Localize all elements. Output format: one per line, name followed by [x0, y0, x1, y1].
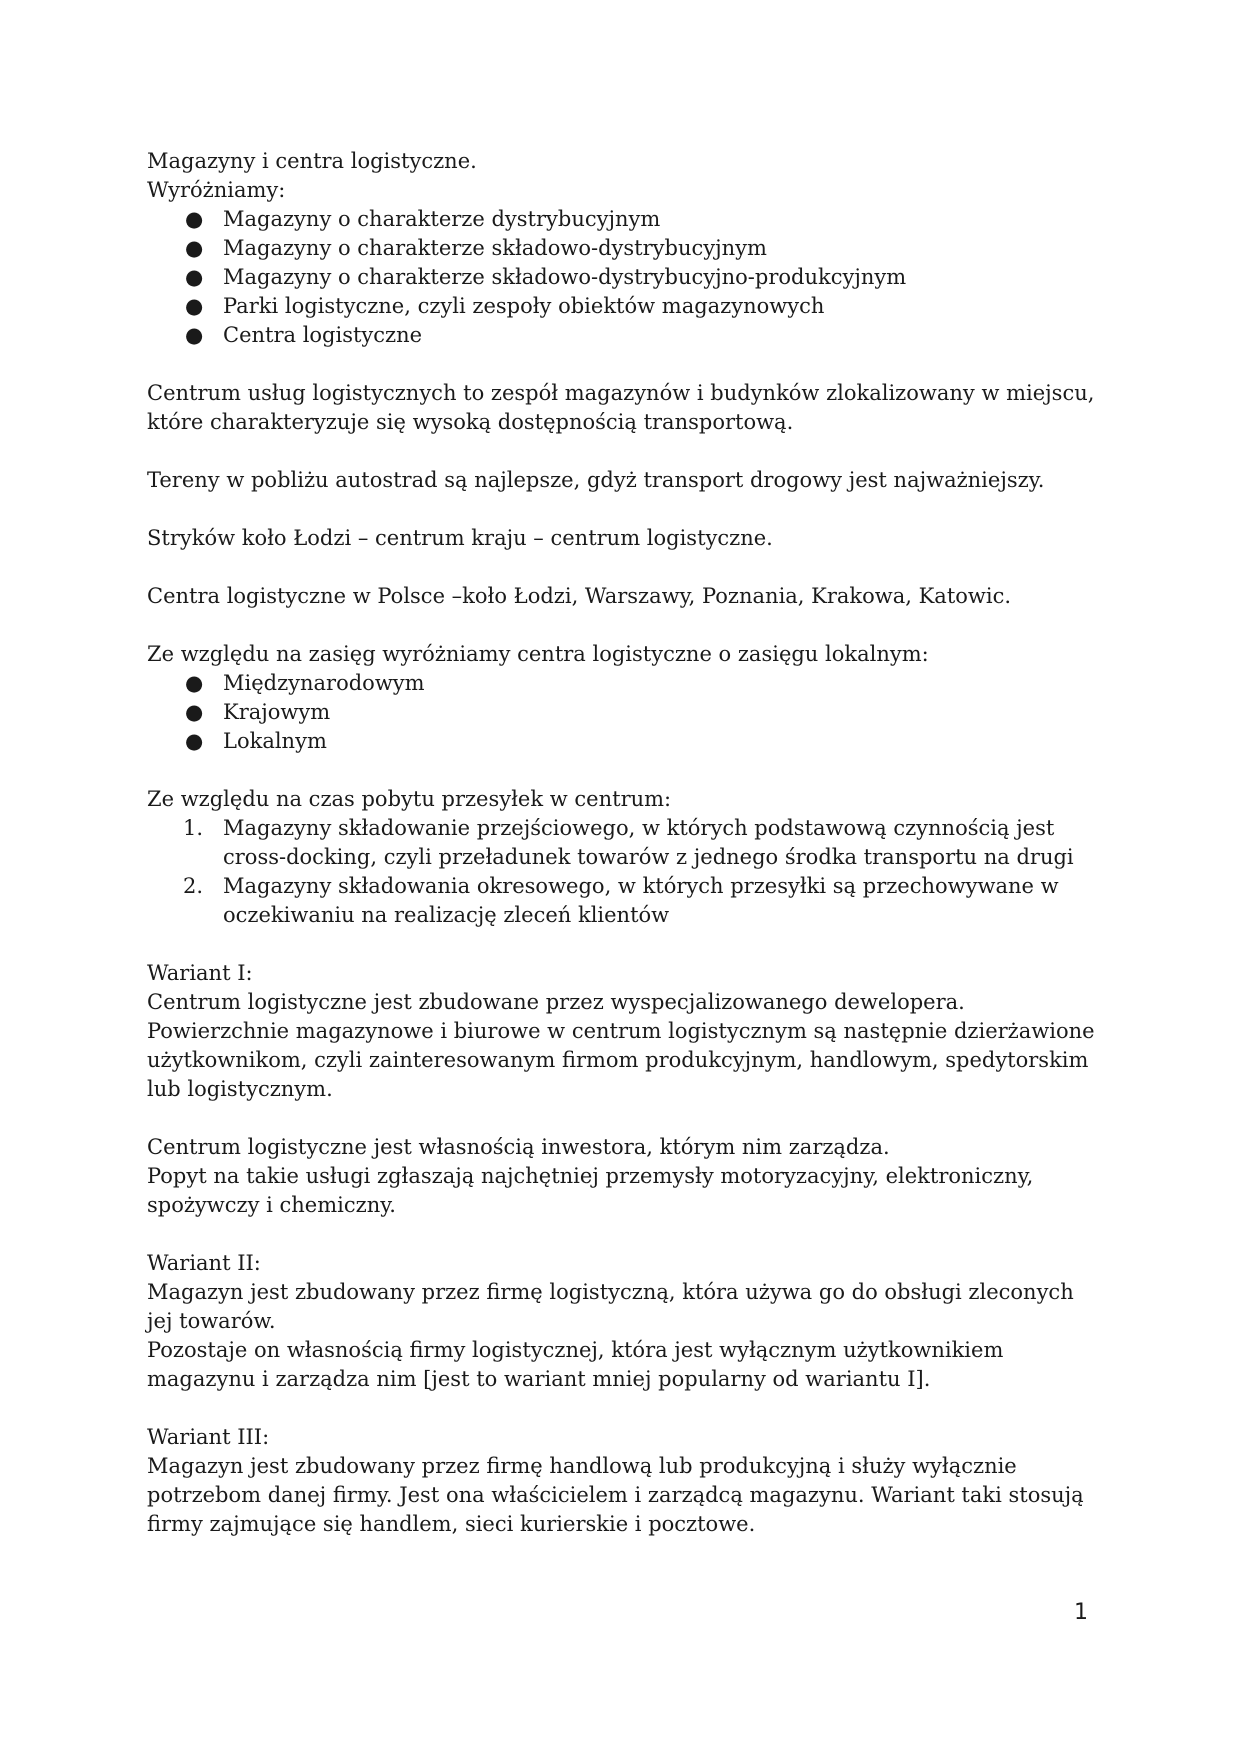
list-number: 2.: [183, 874, 204, 898]
spacer: [147, 930, 1097, 959]
list-item: ● Krajowym: [147, 698, 1097, 727]
list-item: 1. Magazyny składowanie przejściowego, w których podstawową czynnością jest cross-docking, czyli przeładunek towarów z jednego środka transportu na drugi: [183, 816, 1074, 869]
bullet-icon: ●: [185, 323, 204, 347]
paragraph-tereny: Tereny w pobliżu autostrad są najlepsze, gdyż transport drogowy jest najważniejszy.: [147, 468, 1045, 492]
bullet-icon: ●: [185, 671, 204, 695]
spacer: [147, 350, 1097, 379]
wariant-2-heading: Wariant II:: [147, 1251, 261, 1275]
page-number: 1: [1074, 1600, 1088, 1625]
bullet-icon: ●: [185, 236, 204, 260]
paragraph-centrum: Centrum usług logistycznych to zespół magazynów i budynków zlokalizowany w miejscu, które charakteryzuje się wysoką dostępnością transportową.: [147, 381, 1095, 434]
wariant-1-paragraph: Centrum logistyczne jest własnością inwestora, którym nim zarządza.: [147, 1135, 890, 1159]
list-number: 1.: [183, 816, 204, 840]
paragraph-czas: Ze względu na czas pobytu przesyłek w centrum:: [147, 787, 672, 811]
list-item: ● Parki logistyczne, czyli zespoły obiektów magazynowych: [147, 292, 1097, 321]
wariant-1-paragraph: Powierzchnie magazynowe i biurowe w centrum logistycznym są następnie dzierżawione użytkownikom, czyli zainteresowanym firmom produkcyjnym, handlowym, spedytorskim lub logistycznym.: [147, 1019, 1095, 1101]
document-page: [147, 147, 1097, 1539]
range-list: [147, 669, 1097, 756]
list-item: ● Magazyny o charakterze dystrybucyjnym: [147, 205, 1097, 234]
wariant-2-paragraph: Magazyn jest zbudowany przez firmę logistyczną, która używa go do obsługi zleconych jej towarów.: [147, 1280, 1074, 1333]
spacer: [147, 1394, 1097, 1423]
wariant-1-paragraph: Centrum logistyczne jest zbudowane przez wyspecjalizowanego dewelopera.: [147, 990, 965, 1014]
bullet-icon: ●: [185, 265, 204, 289]
warehouse-types-list: [147, 205, 1097, 350]
spacer: [147, 1104, 1097, 1133]
spacer: [147, 1220, 1097, 1249]
paragraph-polska: Centra logistyczne w Polsce –koło Łodzi, Warszawy, Poznania, Krakowa, Katowic.: [147, 584, 1012, 608]
document-title: Magazyny i centra logistyczne.: [147, 149, 477, 173]
bullet-icon: ●: [185, 700, 204, 724]
spacer: [147, 437, 1097, 466]
wariant-1-heading: Wariant I:: [147, 961, 253, 985]
list-item: 2. Magazyny składowania okresowego, w których przesyłki są przechowywane w oczekiwaniu na realizację zleceń klientów: [183, 874, 1059, 927]
wariant-2-paragraph: Pozostaje on własnością firmy logistycznej, która jest wyłącznym użytkownikiem magazynu i zarządza nim [jest to wariant mniej popularny od wariantu I].: [147, 1338, 1004, 1391]
list-item: ● Magazyny o charakterze składowo-dystrybucyjnym: [147, 234, 1097, 263]
bullet-icon: ●: [185, 729, 204, 753]
spacer: [147, 553, 1097, 582]
list-item: ● Międzynarodowym: [147, 669, 1097, 698]
spacer: [147, 611, 1097, 640]
wariant-3-paragraph: Magazyn jest zbudowany przez firmę handlową lub produkcyjną i służy wyłącznie potrzebom danej firmy. Jest ona właścicielem i zarządcą magazynu. Wariant taki stosują firmy zajmujące się handlem, sieci kurierskie i pocztowe.: [147, 1454, 1084, 1536]
wariant-3-heading: Wariant III:: [147, 1425, 270, 1449]
list-item: ● Lokalnym: [147, 727, 1097, 756]
paragraph-zasieg: Ze względu na zasięg wyróżniamy centra logistyczne o zasięgu lokalnym:: [147, 642, 929, 666]
spacer: [147, 495, 1097, 524]
intro-line: Wyróżniamy:: [147, 178, 286, 202]
storage-time-list: [147, 814, 1097, 930]
bullet-icon: ●: [185, 294, 204, 318]
list-item: ● Magazyny o charakterze składowo-dystrybucyjno-produkcyjnym: [147, 263, 1097, 292]
spacer: [147, 756, 1097, 785]
paragraph-strykow: Stryków koło Łodzi – centrum kraju – centrum logistyczne.: [147, 526, 773, 550]
wariant-1-paragraph: Popyt na takie usługi zgłaszają najchętniej przemysły motoryzacyjny, elektroniczny, spożywczy i chemiczny.: [147, 1164, 1034, 1217]
list-item: ● Centra logistyczne: [147, 321, 1097, 350]
bullet-icon: ●: [185, 207, 204, 231]
